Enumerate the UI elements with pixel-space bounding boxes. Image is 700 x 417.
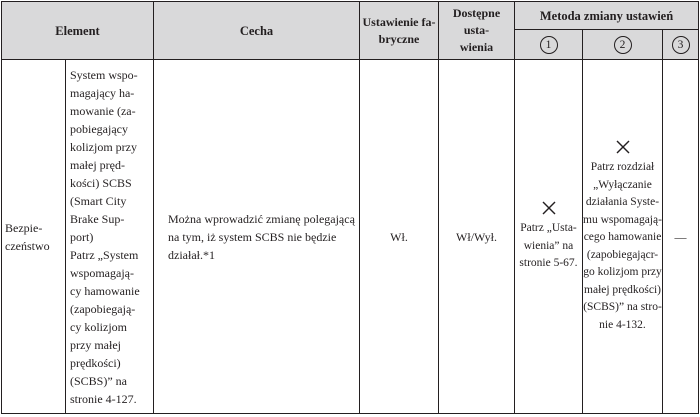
- method-1-cell: [515, 60, 583, 414]
- header-method-1: [515, 30, 583, 60]
- header-row: [2, 2, 699, 30]
- table-row: [2, 60, 699, 414]
- method-1-note: Patrz „Usta- wienia” na stronie 5-67.: [519, 222, 578, 270]
- circled-number-3: 3: [672, 36, 690, 54]
- category-cell: Bezpie- czeństwo: [2, 60, 66, 414]
- cross-icon: [615, 139, 631, 155]
- header-available-settings: Dostępne usta- wienia: [439, 2, 515, 60]
- method-3-cell: —: [663, 60, 699, 414]
- header-factory-setting: Ustawienie fa- bryczne: [360, 2, 439, 60]
- settings-table: [1, 1, 699, 414]
- available-settings-cell: Wł/Wył.: [439, 60, 515, 414]
- feature-cell: Można wprowadzić zmianę polegającą na tym, iż system SCBS nie będzie działał.*1: [154, 60, 360, 414]
- header-method-2: [583, 30, 663, 60]
- cross-icon: [541, 200, 557, 216]
- header-feature: Cecha: [154, 2, 360, 60]
- factory-setting-cell: Wł.: [360, 60, 439, 414]
- header-element: Element: [2, 2, 154, 60]
- circled-number-2: 2: [614, 36, 632, 54]
- circled-number-1: 1: [540, 36, 558, 54]
- method-2-cell: [583, 60, 663, 414]
- element-cell: System wspo- magający ha- mowanie (za- pobiegający kolizjom przy małej pręd- kości) SCBS (Smart City Brake Sup- port) Patrz „System wspomagają- cy hamowanie (zapobiegają- cy kolizjom przy małej prędkości) (SCBS)” na stronie 4-127.: [66, 60, 154, 414]
- method-2-note: Patrz rozdział „Wyłączanie działania Syste- mu wspomagają- cego hamowanie (zapobiegającr- go kolizjom przy małej prędkości) (SCBS)” na stro- nie 4-132.: [583, 161, 662, 331]
- header-method-3: [663, 30, 699, 60]
- header-change-method: Metoda zmiany ustawień: [515, 2, 699, 30]
